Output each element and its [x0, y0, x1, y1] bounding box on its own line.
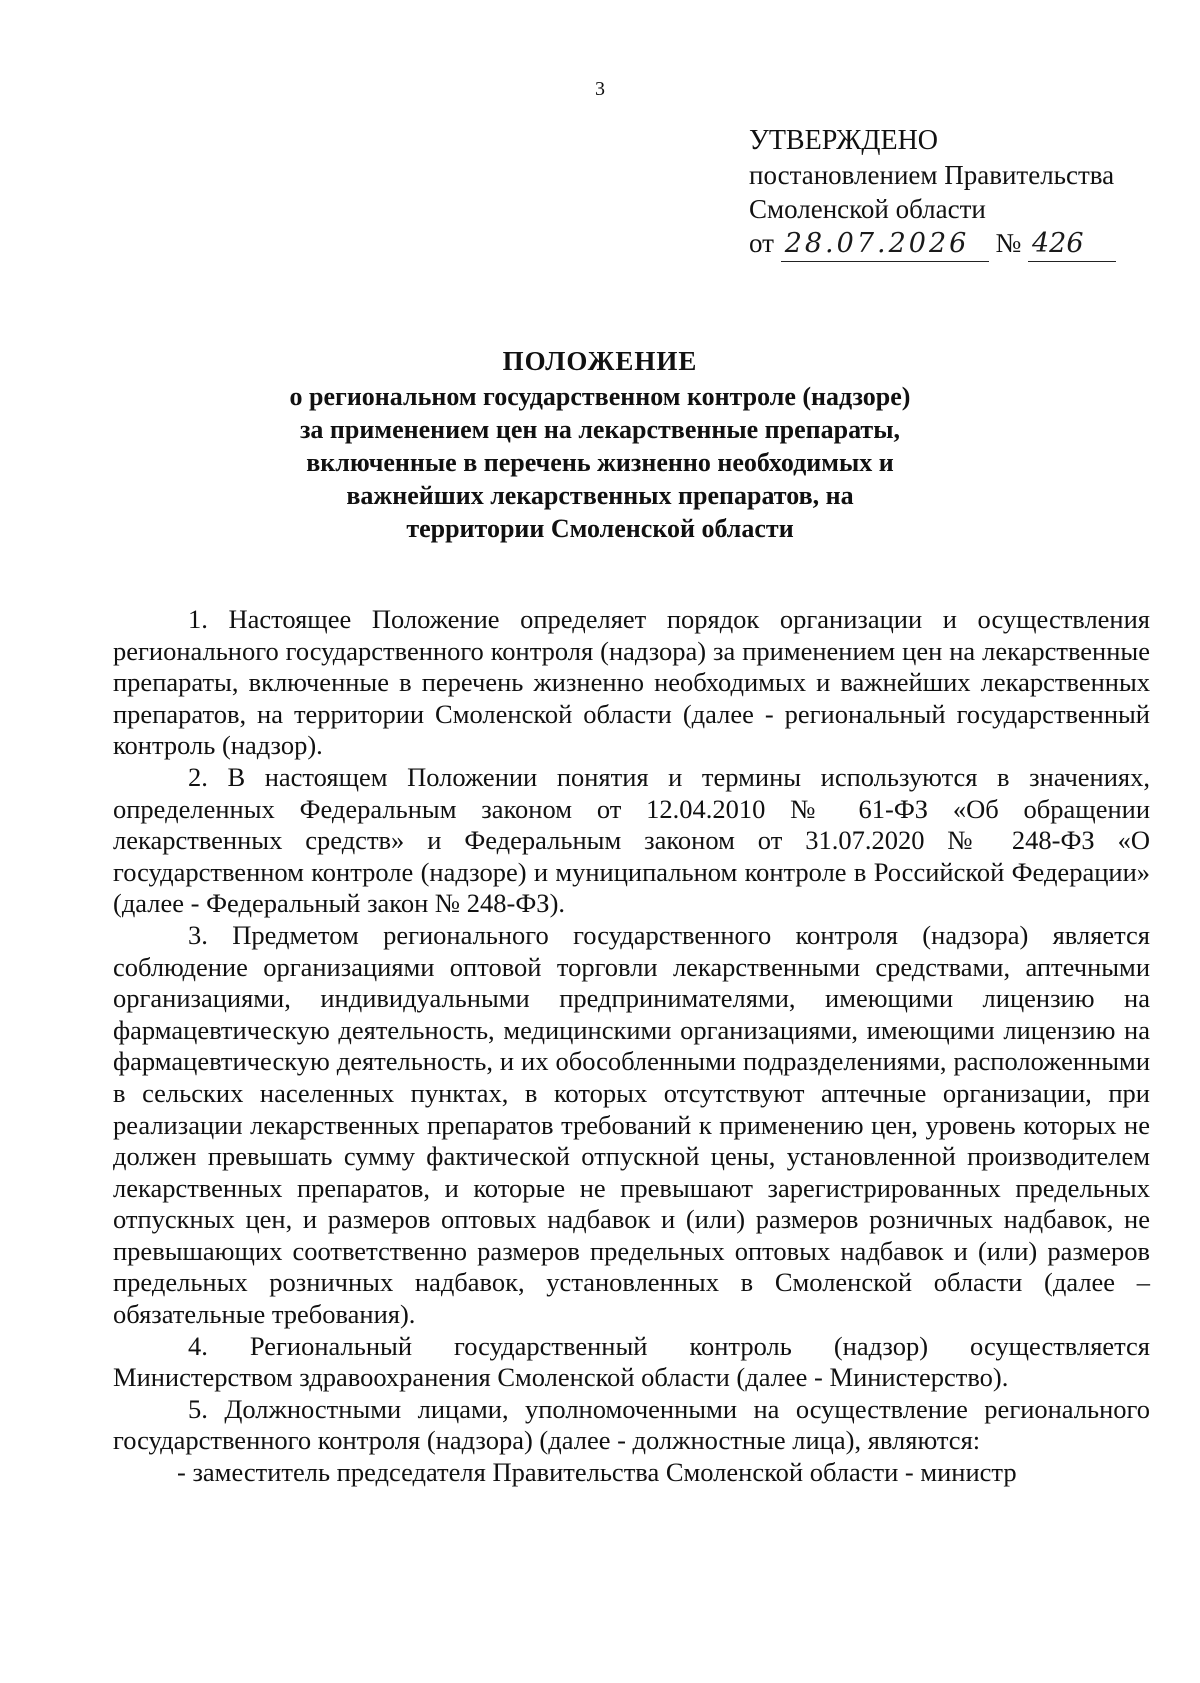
document-title [160, 345, 1040, 545]
paragraph-6: - заместитель председателя Правительства Смоленской области - министр [177, 1457, 1017, 1488]
paragraph-4: 4. Региональный государственный контроль (надзор) осуществляется Министерством здравоохранения Смоленской области (далее - Министерство). [113, 1330, 1150, 1393]
handwritten-date: 28.07.2026 [781, 227, 989, 262]
handwritten-number: 426 [1028, 227, 1116, 262]
paragraph-1: 1. Настоящее Положение определяет порядок организации и осуществления регионального государственного контроля (надзора) за применением цен на лекарственные препараты, включенные в перечень жизненно необходимых и важнейших лекарственных препаратов, на территории Смоленской области (далее - региональный государственный контроль (надзор). [113, 604, 1150, 761]
approved-label: УТВЕРЖДЕНО [749, 125, 939, 156]
date-prefix: от [749, 228, 774, 258]
approval-stamp [749, 124, 1116, 262]
title-line: включенные в перечень жизненно необходимых и [306, 448, 894, 477]
approval-line-2: Смоленской области [749, 194, 986, 224]
paragraph-2: 2. В настоящем Положении понятия и термины используются в значениях, определенных Федеральным законом от 12.04.2010 № 61-ФЗ «Об обращении лекарственных средств» и Федеральным законом от 31.07.2020 № 248-ФЗ «О государственном контроле (надзоре) и муниципальном контроле в Российской Федерации» (далее - Федеральный закон № 248-ФЗ). [113, 761, 1150, 919]
title-line: за применением цен на лекарственные препараты, [299, 415, 901, 444]
paragraph-5: 5. Должностными лицами, уполномоченными на осуществление регионального государственного контроля (надзора) (далее - должностные лица), являются: [113, 1393, 1150, 1456]
title-main: ПОЛОЖЕНИЕ [502, 346, 698, 376]
document-body [113, 604, 1150, 1489]
title-line: территории Смоленской области [406, 514, 794, 543]
approval-line-1: постановлением Правительства [749, 160, 1115, 190]
approval-date-line [749, 226, 1116, 262]
title-line: важнейших лекарственных препаратов, на [346, 481, 854, 510]
paragraph-3: 3. Предметом регионального государственного контроля (надзора) является соблюдение организациями оптовой торговли лекарственными средствами, аптечными организациями, индивидуальными предпринимателями, имеющими лицензию на фармацевтическую деятельность, медицинскими организациями, имеющими лицензию на фармацевтическую деятельность, и их обособленными подразделениями, расположенными в сельских населенных пунктах, в которых отсутствуют аптечные организации, при реализации лекарственных препаратов требований к применению цен, уровень которых не должен превышать сумму фактической отпускной цены, установленной производителем лекарственных препаратов, и которые не превышают зарегистрированных предельных отпускных цен, и размеров оптовых надбавок и (или) размеров розничных надбавок, не превышающих соответственно размеров предельных оптовых надбавок и (или) размеров предельных розничных надбавок, установленных в Смоленской области (далее – обязательные требования). [113, 919, 1150, 1330]
page-number: 3 [595, 78, 605, 100]
number-prefix: № [995, 228, 1022, 258]
title-line: о региональном государственном контроле (надзоре) [289, 382, 911, 411]
